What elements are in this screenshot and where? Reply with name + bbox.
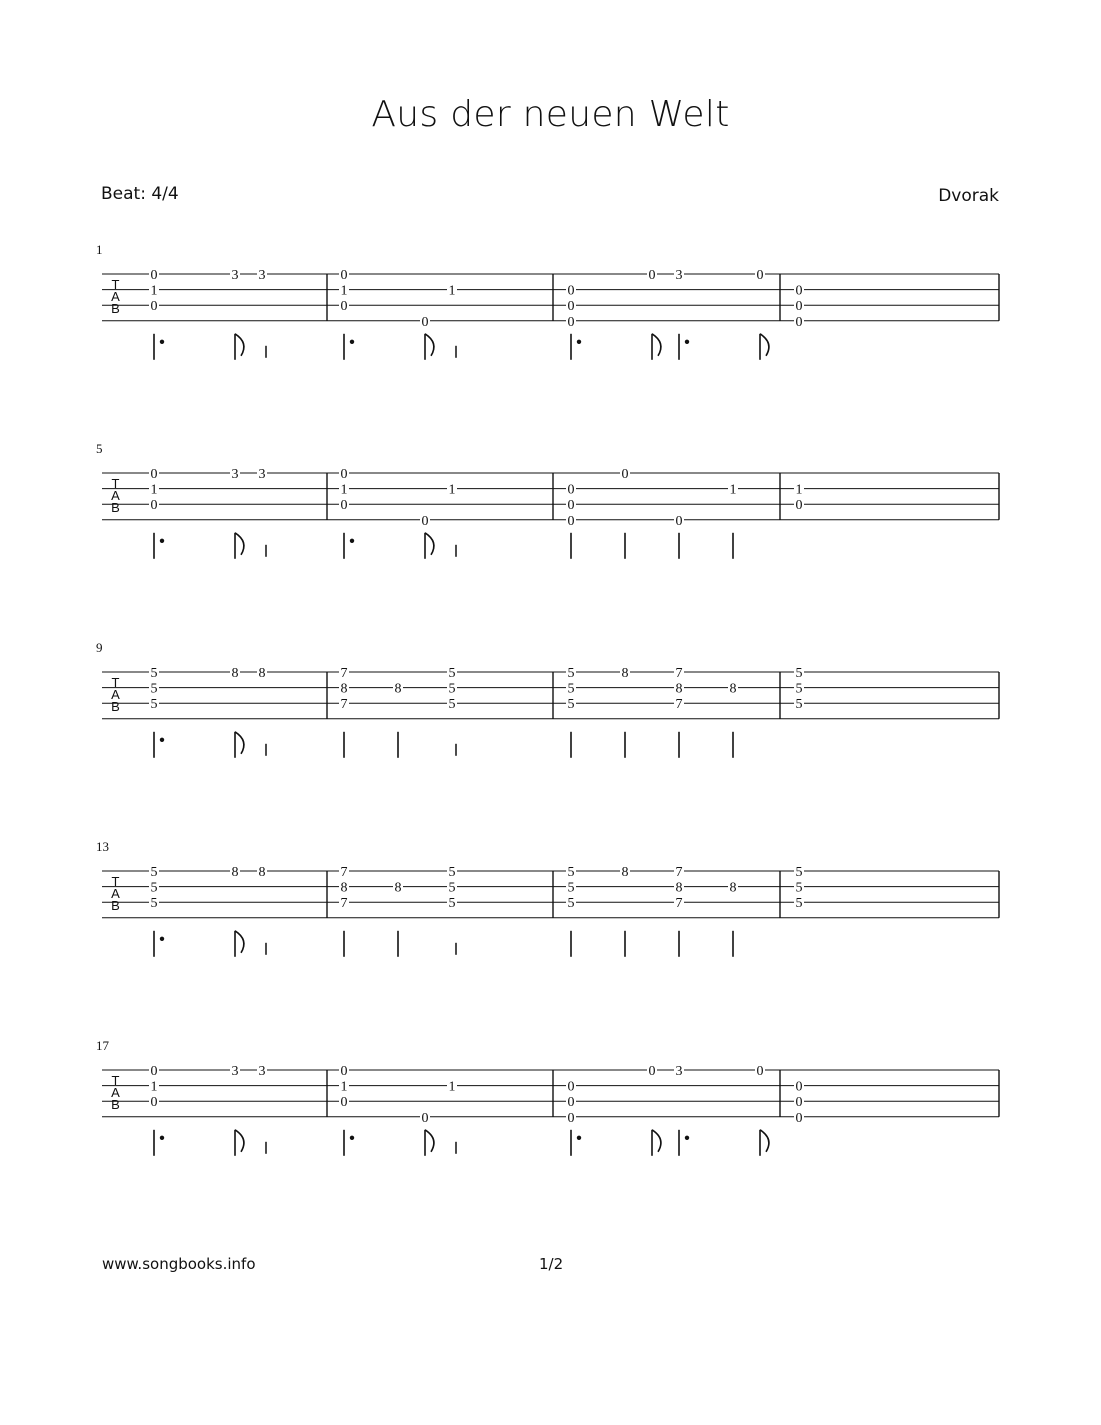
fret-number: 3 bbox=[231, 268, 239, 283]
tab-clef-letter: A bbox=[111, 886, 120, 901]
fret-number: 0 bbox=[756, 1064, 764, 1079]
tab-clef-letter: B bbox=[111, 1097, 120, 1112]
fret-number: 1 bbox=[340, 1079, 348, 1095]
rhythm-dot bbox=[160, 1136, 164, 1140]
measure-number: 5 bbox=[96, 441, 103, 456]
fret-number: 5 bbox=[795, 880, 803, 896]
tab-clef-letter: B bbox=[111, 699, 120, 714]
fret-number: 0 bbox=[150, 467, 158, 482]
fret-number: 7 bbox=[340, 697, 348, 713]
fret-number: 1 bbox=[448, 482, 456, 498]
fret-number: 8 bbox=[231, 865, 239, 880]
fret-number: 0 bbox=[795, 314, 803, 330]
fret-number: 0 bbox=[340, 1095, 348, 1111]
fret-number: 3 bbox=[231, 467, 239, 482]
tab-clef-letter: A bbox=[111, 1085, 120, 1100]
fret-number: 8 bbox=[675, 880, 683, 896]
fret-number: 0 bbox=[421, 1110, 429, 1126]
fret-number: 0 bbox=[150, 1095, 158, 1111]
fret-number: 0 bbox=[340, 467, 348, 482]
fret-number: 0 bbox=[421, 513, 429, 529]
fret-number: 0 bbox=[795, 1079, 803, 1095]
fret-number: 0 bbox=[567, 482, 575, 498]
tab-clef-letter: A bbox=[111, 488, 120, 503]
fret-number: 3 bbox=[675, 1064, 683, 1079]
fret-number: 1 bbox=[729, 482, 737, 498]
footer-website: www.songbooks.info bbox=[102, 1255, 256, 1273]
measure-number: 13 bbox=[96, 839, 109, 854]
rhythm-dot bbox=[160, 340, 164, 344]
fret-number: 5 bbox=[448, 681, 456, 697]
fret-number: 0 bbox=[567, 513, 575, 529]
fret-number: 8 bbox=[340, 880, 348, 896]
rhythm-dot bbox=[577, 1136, 581, 1140]
fret-number: 5 bbox=[567, 880, 575, 896]
fret-number: 0 bbox=[567, 1095, 575, 1111]
fret-number: 3 bbox=[258, 268, 266, 283]
measure-number: 17 bbox=[96, 1038, 109, 1053]
fret-number: 0 bbox=[795, 283, 803, 299]
song-title: Aus der neuen Welt bbox=[371, 94, 730, 135]
rhythm-dot bbox=[685, 1136, 689, 1140]
rhythm-dot bbox=[160, 738, 164, 742]
tab-clef-letter: A bbox=[111, 289, 120, 304]
fret-number: 7 bbox=[340, 865, 348, 880]
fret-number: 5 bbox=[448, 865, 456, 880]
fret-number: 7 bbox=[675, 697, 683, 713]
tab-clef-letter: T bbox=[111, 675, 120, 690]
fret-number: 0 bbox=[567, 314, 575, 330]
fret-number: 7 bbox=[340, 666, 348, 681]
rhythm-flag bbox=[235, 931, 244, 953]
fret-number: 0 bbox=[795, 299, 803, 315]
fret-number: 1 bbox=[150, 283, 158, 299]
rhythm-dot bbox=[577, 340, 581, 344]
fret-number: 8 bbox=[621, 865, 629, 880]
fret-number: 0 bbox=[567, 498, 575, 514]
fret-number: 8 bbox=[729, 681, 737, 697]
fret-number: 0 bbox=[795, 498, 803, 514]
rhythm-flag bbox=[425, 334, 434, 356]
fret-number: 8 bbox=[258, 666, 266, 681]
rhythm-flag bbox=[235, 533, 244, 555]
fret-number: 1 bbox=[448, 283, 456, 299]
fret-number: 5 bbox=[448, 666, 456, 681]
fret-number: 5 bbox=[567, 681, 575, 697]
tab-clef-letter: B bbox=[111, 500, 120, 515]
fret-number: 1 bbox=[340, 283, 348, 299]
fret-number: 8 bbox=[621, 666, 629, 681]
fret-number: 7 bbox=[675, 666, 683, 681]
fret-number: 8 bbox=[729, 880, 737, 896]
tab-clef-letter: B bbox=[111, 301, 120, 316]
tab-clef-letter: B bbox=[111, 898, 120, 913]
fret-number: 5 bbox=[150, 697, 158, 713]
rhythm-flag bbox=[235, 1130, 244, 1152]
fret-number: 5 bbox=[567, 697, 575, 713]
fret-number: 5 bbox=[150, 666, 158, 681]
fret-number: 0 bbox=[150, 498, 158, 514]
rhythm-flag bbox=[235, 732, 244, 754]
fret-number: 3 bbox=[231, 1064, 239, 1079]
fret-number: 1 bbox=[340, 482, 348, 498]
fret-number: 3 bbox=[675, 268, 683, 283]
time-signature-label: Beat: 4/4 bbox=[101, 184, 179, 204]
fret-number: 7 bbox=[675, 865, 683, 880]
fret-number: 5 bbox=[448, 880, 456, 896]
fret-number: 0 bbox=[421, 314, 429, 330]
fret-number: 0 bbox=[795, 1110, 803, 1126]
fret-number: 8 bbox=[675, 681, 683, 697]
composer-name: Dvorak bbox=[938, 186, 999, 206]
tab-clef-letter: T bbox=[111, 1073, 120, 1088]
rhythm-dot bbox=[350, 340, 354, 344]
fret-number: 5 bbox=[150, 865, 158, 880]
fret-number: 5 bbox=[150, 681, 158, 697]
fret-number: 5 bbox=[795, 666, 803, 681]
rhythm-flag bbox=[652, 1130, 661, 1152]
fret-number: 5 bbox=[567, 896, 575, 912]
measure-number: 9 bbox=[96, 640, 103, 655]
fret-number: 5 bbox=[150, 896, 158, 912]
fret-number: 5 bbox=[795, 865, 803, 880]
fret-number: 8 bbox=[394, 681, 402, 697]
fret-number: 0 bbox=[756, 268, 764, 283]
fret-number: 5 bbox=[795, 896, 803, 912]
measure-number: 1 bbox=[96, 242, 103, 257]
fret-number: 8 bbox=[258, 865, 266, 880]
fret-number: 0 bbox=[150, 299, 158, 315]
rhythm-dot bbox=[685, 340, 689, 344]
tab-clef-letter: T bbox=[111, 874, 120, 889]
rhythm-flag bbox=[235, 334, 244, 356]
fret-number: 0 bbox=[150, 268, 158, 283]
fret-number: 8 bbox=[231, 666, 239, 681]
fret-number: 0 bbox=[567, 1079, 575, 1095]
fret-number: 0 bbox=[340, 299, 348, 315]
fret-number: 1 bbox=[150, 482, 158, 498]
fret-number: 5 bbox=[795, 681, 803, 697]
fret-number: 0 bbox=[340, 268, 348, 283]
rhythm-flag bbox=[760, 334, 769, 356]
fret-number: 5 bbox=[448, 697, 456, 713]
fret-number: 0 bbox=[621, 467, 629, 482]
fret-number: 0 bbox=[567, 299, 575, 315]
rhythm-flag bbox=[652, 334, 661, 356]
fret-number: 0 bbox=[150, 1064, 158, 1079]
fret-number: 7 bbox=[675, 896, 683, 912]
fret-number: 5 bbox=[448, 896, 456, 912]
fret-number: 1 bbox=[150, 1079, 158, 1095]
fret-number: 0 bbox=[567, 1110, 575, 1126]
fret-number: 0 bbox=[340, 498, 348, 514]
fret-number: 7 bbox=[340, 896, 348, 912]
fret-number: 5 bbox=[150, 880, 158, 896]
rhythm-flag bbox=[760, 1130, 769, 1152]
fret-number: 3 bbox=[258, 1064, 266, 1079]
tab-clef-letter: A bbox=[111, 687, 120, 702]
fret-number: 0 bbox=[340, 1064, 348, 1079]
fret-number: 5 bbox=[795, 697, 803, 713]
fret-number: 3 bbox=[258, 467, 266, 482]
fret-number: 0 bbox=[795, 1095, 803, 1111]
rhythm-dot bbox=[160, 539, 164, 543]
fret-number: 8 bbox=[394, 880, 402, 896]
rhythm-flag bbox=[425, 533, 434, 555]
fret-number: 5 bbox=[567, 666, 575, 681]
rhythm-dot bbox=[350, 539, 354, 543]
fret-number: 1 bbox=[795, 482, 803, 498]
tab-clef-letter: T bbox=[111, 277, 120, 292]
footer-page-number: 1/2 bbox=[539, 1255, 564, 1273]
rhythm-flag bbox=[425, 1130, 434, 1152]
fret-number: 0 bbox=[648, 268, 656, 283]
fret-number: 0 bbox=[648, 1064, 656, 1079]
rhythm-dot bbox=[160, 937, 164, 941]
rhythm-dot bbox=[350, 1136, 354, 1140]
fret-number: 8 bbox=[340, 681, 348, 697]
fret-number: 5 bbox=[567, 865, 575, 880]
fret-number: 0 bbox=[675, 513, 683, 529]
tab-clef-letter: T bbox=[111, 476, 120, 491]
fret-number: 1 bbox=[448, 1079, 456, 1095]
fret-number: 0 bbox=[567, 283, 575, 299]
